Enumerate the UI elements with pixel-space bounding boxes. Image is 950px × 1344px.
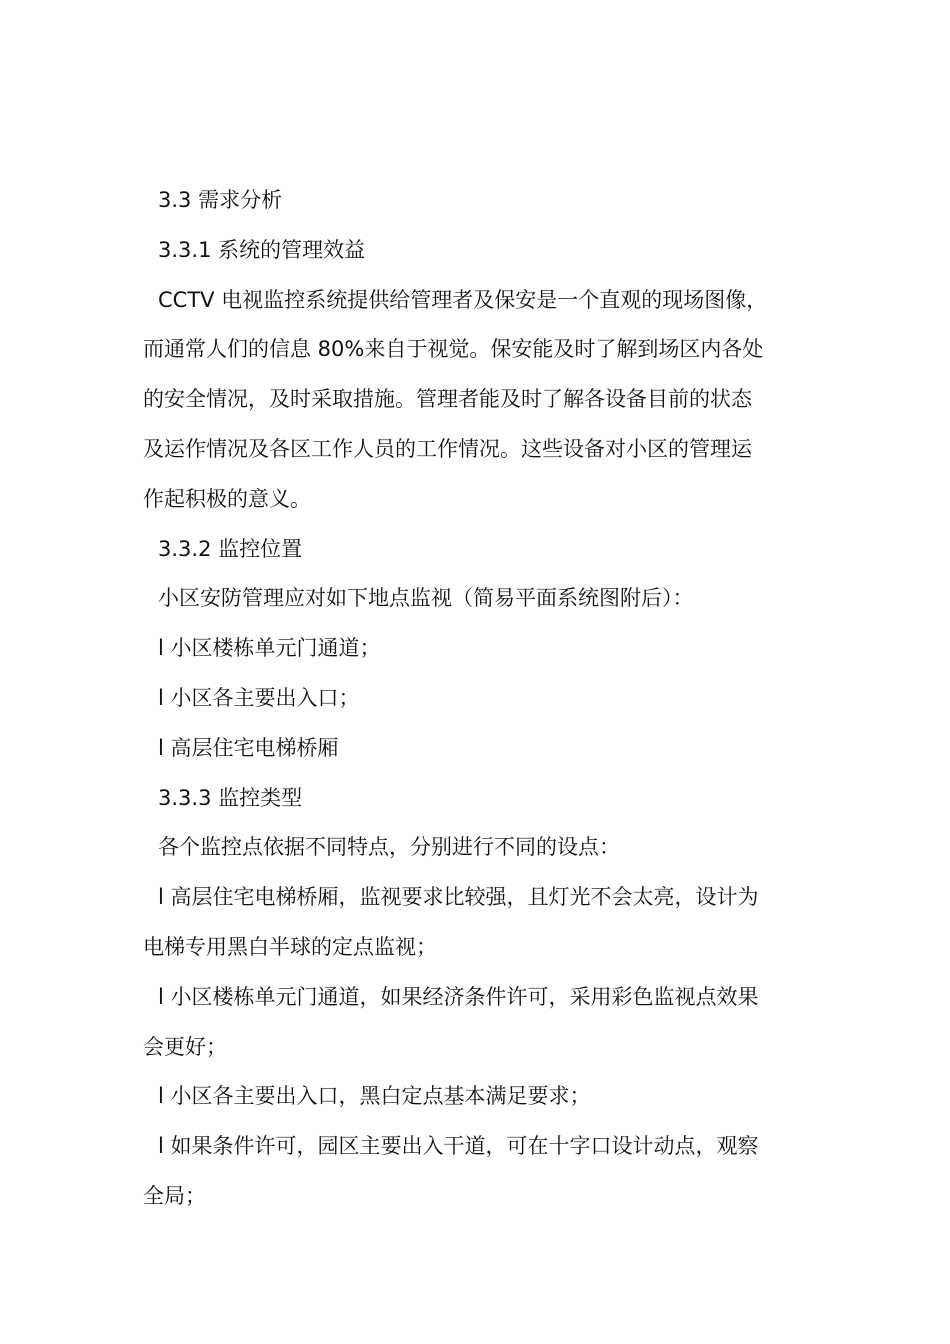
bullet-item: l 如果条件许可，园区主要出入干道，可在十字口设计动点，观察 xyxy=(158,1134,759,1159)
bullet-continuation: 电梯专用黑白半球的定点监视； xyxy=(143,934,437,959)
paragraph-line: 的安全情况，及时采取措施。管理者能及时了解各设备目前的状态 xyxy=(143,387,752,412)
paragraph-line: 作起积极的意义。 xyxy=(143,486,311,511)
document-body xyxy=(143,176,811,1222)
section-heading-3-3: 3.3 需求分析 xyxy=(158,188,283,212)
bullet-item: l 小区各主要出入口； xyxy=(158,685,360,710)
bullet-item: l 小区楼栋单元门通道，如果经济条件许可，采用彩色监视点效果 xyxy=(158,984,759,1009)
paragraph-line: 各个监控点依据不同特点，分别进行不同的设点： xyxy=(158,835,620,860)
paragraph-line: CCTV 电视监控系统提供给管理者及保安是一个直观的现场图像， xyxy=(158,287,768,312)
bullet-continuation: 会更好； xyxy=(143,1034,227,1059)
bullet-item: l 小区楼栋单元门通道； xyxy=(158,636,381,661)
paragraph-line: 小区安防管理应对如下地点监视（简易平面系统图附后）： xyxy=(158,586,694,611)
subsection-heading-3-3-1: 3.3.1 系统的管理效益 xyxy=(158,237,366,262)
bullet-item: l 小区各主要出入口，黑白定点基本满足要求； xyxy=(158,1084,591,1109)
paragraph-line: 及运作情况及各区工作人员的工作情况。这些设备对小区的管理运 xyxy=(143,436,752,461)
bullet-item: l 高层住宅电梯桥厢 xyxy=(158,735,339,760)
paragraph-line: 而通常人们的信息 80%来自于视觉。保安能及时了解到场区内各处 xyxy=(143,337,764,362)
subsection-heading-3-3-2: 3.3.2 监控位置 xyxy=(158,536,303,561)
bullet-continuation: 全局； xyxy=(143,1183,206,1208)
subsection-heading-3-3-3: 3.3.3 监控类型 xyxy=(158,785,303,810)
bullet-item: l 高层住宅电梯桥厢，监视要求比较强，且灯光不会太亮，设计为 xyxy=(158,885,759,910)
